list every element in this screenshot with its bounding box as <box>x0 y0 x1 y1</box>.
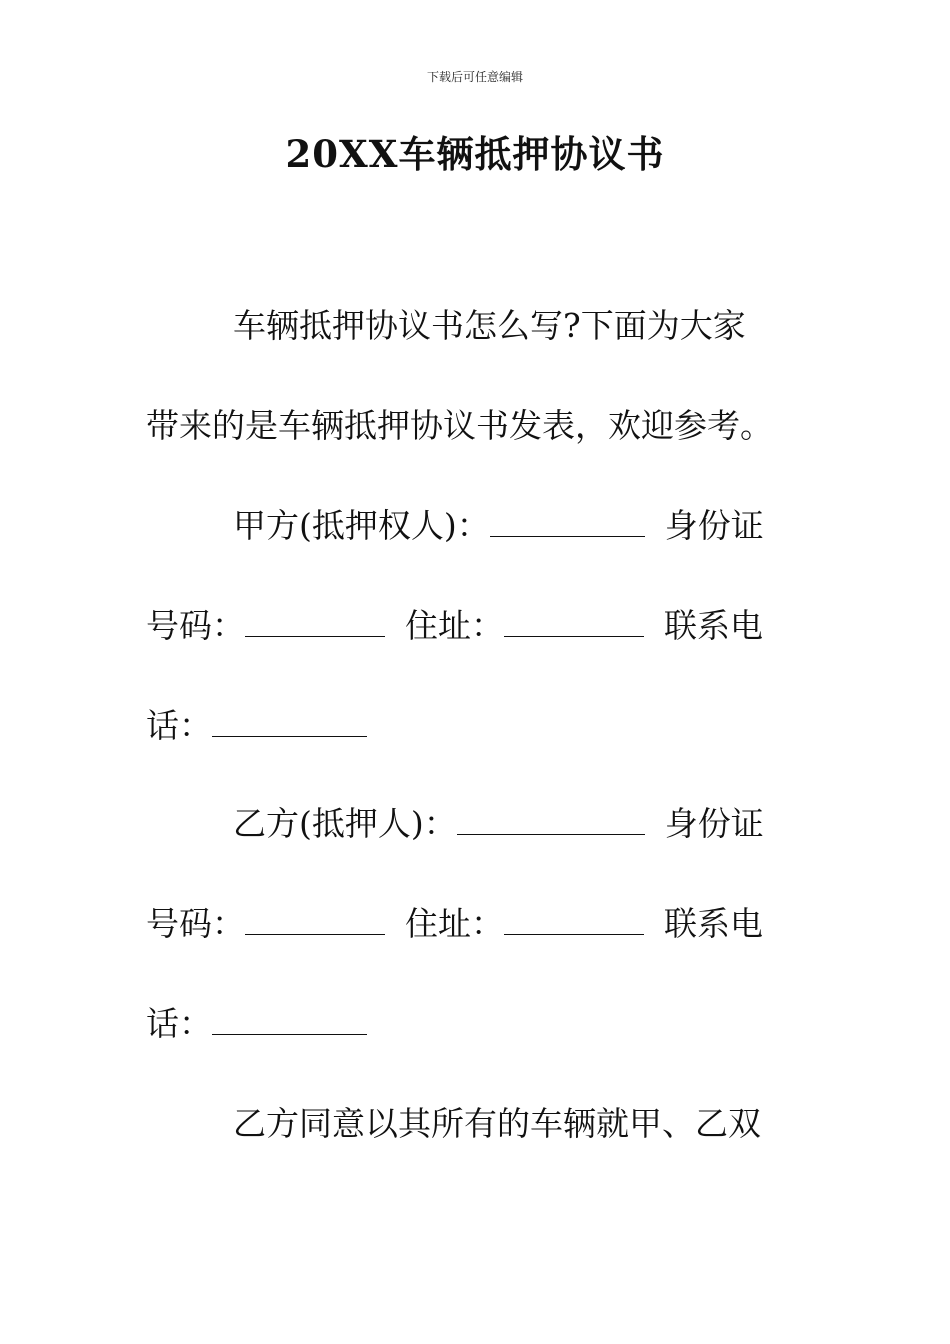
party-b-line-3 <box>146 1002 806 1046</box>
header-note: 下载后可任意编辑 <box>426 70 523 84</box>
intro-line-2: 带来的是车辆抵押协议书发表，欢迎参考。 <box>146 406 773 445</box>
party-a-line-2 <box>146 604 806 648</box>
party-a-phone-label-1: 联系电 <box>664 606 763 645</box>
party-b-phone-blank[interactable] <box>212 1008 367 1035</box>
party-a-phone-blank[interactable] <box>212 710 367 737</box>
party-b-label: 乙方(抵押人)： <box>233 804 457 843</box>
party-a-line-3 <box>146 704 806 748</box>
clause-line-1: 乙方同意以其所有的车辆就甲、乙双 <box>233 1104 761 1143</box>
document-title: 20XX车辆抵押协议书 <box>285 132 665 176</box>
party-a-id-blank[interactable] <box>245 610 385 637</box>
party-b-address-blank[interactable] <box>504 908 644 935</box>
party-b-address-label: 住址： <box>405 904 504 943</box>
party-b-name-blank[interactable] <box>457 808 645 835</box>
party-a-id-label-1: 身份证 <box>664 506 764 545</box>
party-a-phone-label-2: 话： <box>146 706 212 745</box>
party-b-id-label-2: 号码： <box>146 904 245 943</box>
party-a-id-label-2: 号码： <box>146 606 245 645</box>
party-b-phone-label-2: 话： <box>146 1004 212 1043</box>
party-a-address-blank[interactable] <box>504 610 644 637</box>
party-a-address-label: 住址： <box>405 606 504 645</box>
party-a-line-1 <box>146 504 893 548</box>
party-b-line-1 <box>146 802 893 846</box>
intro-line-1: 车辆抵押协议书怎么写?下面为大家 <box>233 306 746 345</box>
party-b-id-label-1: 身份证 <box>664 804 764 843</box>
party-b-id-blank[interactable] <box>245 908 385 935</box>
party-a-name-blank[interactable] <box>490 510 645 537</box>
party-b-phone-label-1: 联系电 <box>664 904 763 943</box>
party-b-line-2 <box>146 902 806 946</box>
party-a-label: 甲方(抵押权人)： <box>233 506 490 545</box>
